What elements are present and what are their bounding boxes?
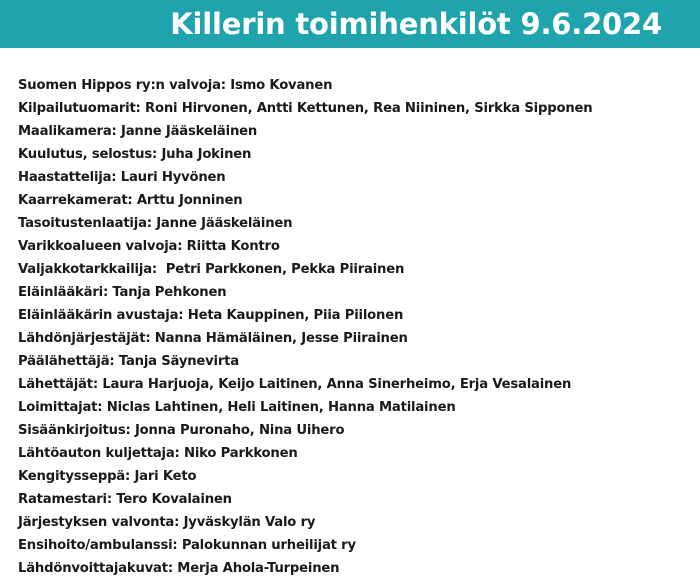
official-row: Valjakkotarkkailija: Petri Parkkonen, Pekka Piirainen: [18, 262, 405, 277]
official-row: Ensihoito/ambulanssi: Palokunnan urheilijat ry: [18, 538, 356, 553]
officials-list: [18, 74, 592, 580]
official-row: Ratamestari: Tero Kovalainen: [18, 492, 232, 507]
official-row: Lähettäjät: Laura Harjuoja, Keijo Laitinen, Anna Sinerheimo, Erja Vesalainen: [18, 377, 572, 392]
official-row: Päälähettäjä: Tanja Säynevirta: [18, 354, 239, 369]
official-row: Tasoitustenlaatija: Janne Jääskeläinen: [18, 216, 293, 231]
official-row: Eläinlääkäri: Tanja Pehkonen: [18, 285, 227, 300]
document-title: Killerin toimihenkilöt 9.6.2024: [170, 7, 662, 41]
official-row: Haastattelija: Lauri Hyvönen: [18, 170, 226, 185]
official-row: Lähdönvoittajakuvat: Merja Ahola-Turpeinen: [18, 561, 340, 576]
title-banner: [0, 0, 700, 48]
official-row: Varikkoalueen valvoja: Riitta Kontro: [18, 239, 280, 254]
official-row: Loimittajat: Niclas Lahtinen, Heli Laitinen, Hanna Matilainen: [18, 400, 456, 415]
official-row: Lähtöauton kuljettaja: Niko Parkkonen: [18, 446, 298, 461]
official-row: Kilpailutuomarit: Roni Hirvonen, Antti Kettunen, Rea Niininen, Sirkka Sipponen: [18, 101, 593, 116]
official-row: Kengitysseppä: Jari Keto: [18, 469, 197, 484]
official-row: Suomen Hippos ry:n valvoja: Ismo Kovanen: [18, 78, 333, 93]
official-row: Kaarrekamerat: Arttu Jonninen: [18, 193, 243, 208]
official-row: Sisäänkirjoitus: Jonna Puronaho, Nina Uihero: [18, 423, 345, 438]
official-row: Maalikamera: Janne Jääskeläinen: [18, 124, 258, 139]
official-row: Kuulutus, selostus: Juha Jokinen: [18, 147, 252, 162]
official-row: Järjestyksen valvonta: Jyväskylän Valo ry: [18, 515, 316, 530]
official-row: Lähdönjärjestäjät: Nanna Hämäläinen, Jesse Piirainen: [18, 331, 408, 346]
official-row: Eläinlääkärin avustaja: Heta Kauppinen, Piia Piilonen: [18, 308, 404, 323]
